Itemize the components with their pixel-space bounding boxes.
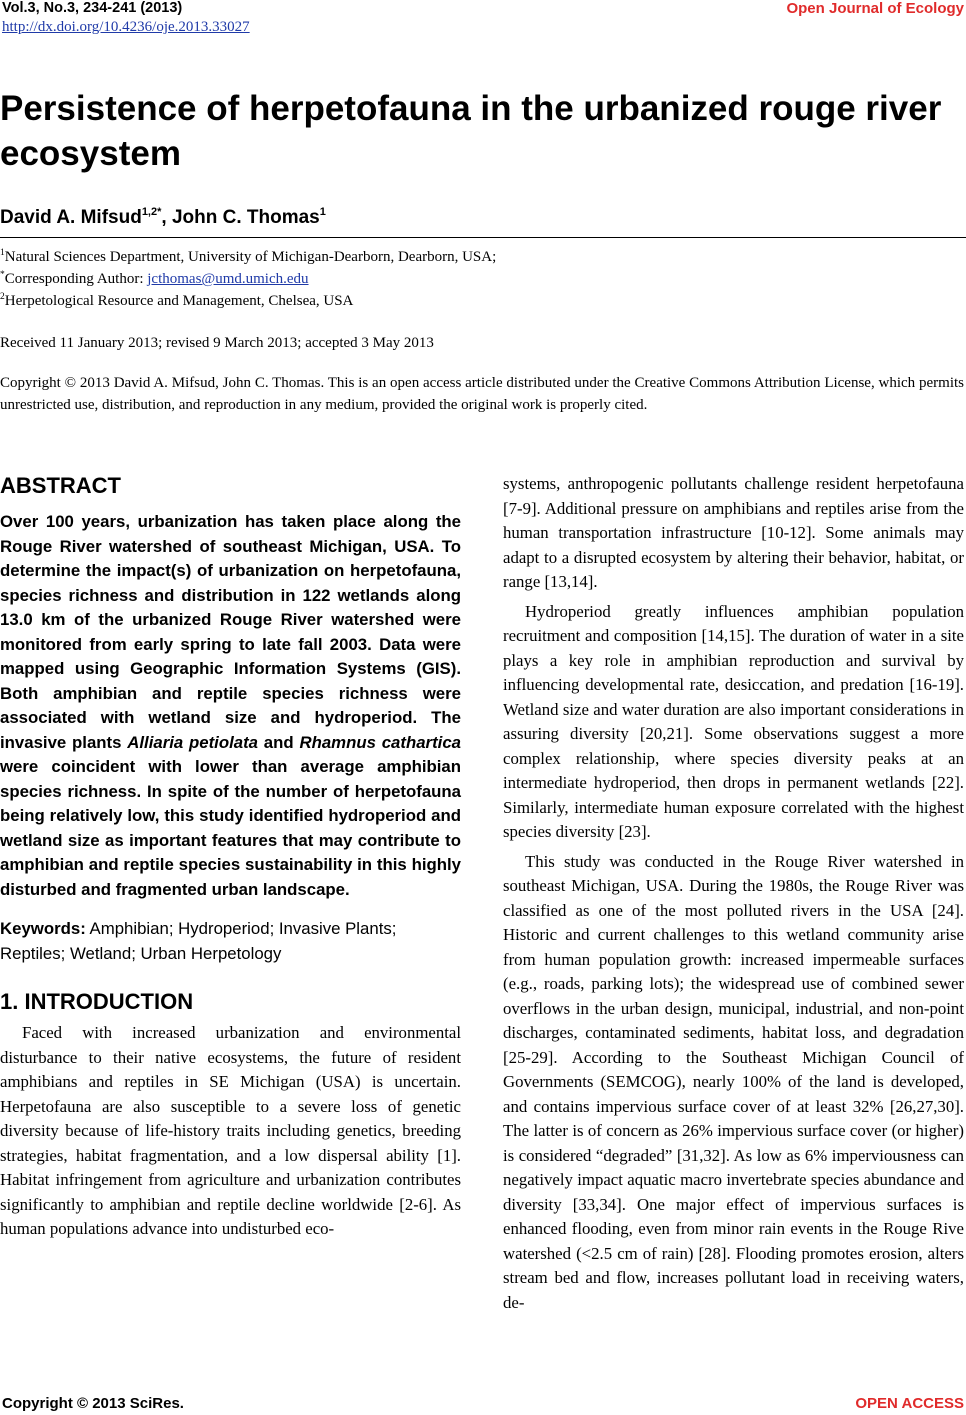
author-name: John C. Thomas	[171, 207, 320, 228]
abstract-text: Over 100 years, urbanization has taken place along the Rouge River watershed of southeast Michigan, USA. To determine the impact(s) of urbanization on herpetofauna, species richness and distribution in 122 wetlands along 13.0 km of the urbanized Rouge River watershed were monitored from early spring to late fall 2003. Data were mapped using Geographic Information Systems (GIS). Both amphibian and reptile species richness were associated with wetland size and hydroperiod. The invasive plants Alliaria petiolata and Rhamnus cathartica were coincident with lower than average amphibian species richness. In spite of the number of herpetofauna being relatively low, this study identified hydroperiod and wetland size as important features that may contribute to amphibian and reptile species sustainability in this highly disturbed and fragmented urban landscape.	[0, 512, 461, 899]
affiliations	[0, 246, 966, 312]
author-affiliation-marker: 1,2*	[141, 206, 162, 218]
affiliation-line: $^2$Herpetological Resource and Management, Chelsea, USA	[0, 292, 354, 309]
intro-paragraph: Hydroperiod greatly influences amphibian population recruitment and composition [14,15]. The duration of water in a site plays a key role in amphibian reproduction and survival by influencing developmental rate, desiccation, and predation [16-19]. Wetland size and water duration are also important considerations in assuring diversity [20,21]. Some observations suggest a more complex relationship, where species diversity peaks at an intermediate hydroperiod, then drops in permanent wetlands [22]. Similarly, intermediate human exposure correlated with the highest species diversity [23].	[503, 601, 964, 841]
received-dates: Received 11 January 2013; revised 9 March 2013; accepted 3 May 2013	[0, 335, 434, 351]
footer-copyright: Copyright © 2013 SciRes.	[2, 1395, 184, 1412]
copyright-notice: Copyright © 2013 David A. Mifsud, John C. Thomas. This is an open access article distributed under the Creative Commons Attribution License, which permits unrestricted use, distribution, and reproduction in any medium, provided the original work is properly cited.	[0, 375, 964, 413]
introduction-heading: 1. INTRODUCTION	[0, 989, 194, 1014]
abstract-heading: ABSTRACT	[0, 473, 121, 498]
keywords	[0, 917, 461, 966]
title-divider	[0, 237, 966, 238]
intro-paragraph-continued: systems, anthropogenic pollutants challenge resident herpetofauna [7-9]. Additional pressure on amphibians and reptiles arise from the human transportation infrastructure [10-12]. Some animals may adapt to a disrupted ecosystem by altering their behavior, habitat, or range [13,14].	[503, 474, 964, 591]
journal-name: Open Journal of Ecology	[786, 0, 964, 17]
corresponding-author-line: *Corresponding Author: jcthomas@umd.umich.edu	[0, 270, 309, 287]
left-column	[0, 472, 461, 1242]
intro-paragraph: This study was conducted in the Rouge River watershed in southeast Michigan, USA. During the 1980s, the Rouge River was classified as one of the most polluted rivers in the USA [24]. Historic and current challenges to this wetland community arise from human population growth: increased impermeable surfaces (e.g., roads, parking lots); the widespread use of combined sewer overflows in the urban design, municipal, industrial, and non-point discharges, contaminated sediments, habitat loss, and degradation [25-29]. According to the Southeast Michigan Council of Governments (SEMCOG), nearly 100% of the land is developed, and contains impervious surface cover of at least 32% [26,27,30]. The latter is of concern as 26% impervious surface cover (or higher) is considered “degraded” [31,32]. As low as 6% imperviousness can negatively impact aquatic macro invertebrate species abundance and diversity [33,34]. One major effect of impervious surfaces is enhanced flooding, even from minor rain events in the Rouge Rive watershed (<2.5 cm of rain) [28]. Flooding promotes erosion, alters stream bed and flow, increases pollutant load in receiving waters, de-	[503, 851, 964, 1312]
author-list	[0, 206, 326, 230]
affiliation-line: $^1$Natural Sciences Department, University of Michigan-Dearborn, Dearborn, USA;	[0, 248, 497, 265]
corresponding-email-link[interactable]: jcthomas@umd.umich.edu	[147, 271, 309, 287]
doi-link[interactable]: http://dx.doi.org/10.4236/oje.2013.33027	[2, 19, 250, 35]
species-name: Alliaria petiolata	[127, 732, 259, 752]
species-name: Rhamnus cathartica	[299, 732, 461, 752]
intro-paragraph: Faced with increased urbanization and environmental disturbance to their native ecosystems, the future of resident amphibians and reptiles in SE Michigan (USA) is uncertain. Herpetofauna are also susceptible to a severe loss of genetic diversity because of life-history traits including genetics, breeding strategies, habitat fragmentation, and a low dispersal ability [1]. Habitat infringement from agriculture and urbanization contributes significantly to amphibian and reptile decline worldwide [2-6]. As human populations advance into undisturbed eco-	[0, 1023, 461, 1238]
footer-open-access: OPEN ACCESS	[855, 1395, 964, 1412]
journal-volume-info: Vol.3, No.3, 234-241 (2013)	[2, 0, 183, 16]
author-name: David A. Mifsud	[0, 207, 142, 228]
author-affiliation-marker: 1	[319, 206, 326, 218]
author-separator: ,	[161, 207, 172, 228]
right-column	[503, 472, 964, 1315]
keywords-label: Keywords:	[0, 919, 86, 938]
keywords-list: Amphibian; Hydroperiod; Invasive Plants; Reptiles; Wetland; Urban Herpetology	[0, 919, 397, 963]
article-title: Persistence of herpetofauna in the urbanized rouge river ecosystem	[0, 89, 942, 173]
